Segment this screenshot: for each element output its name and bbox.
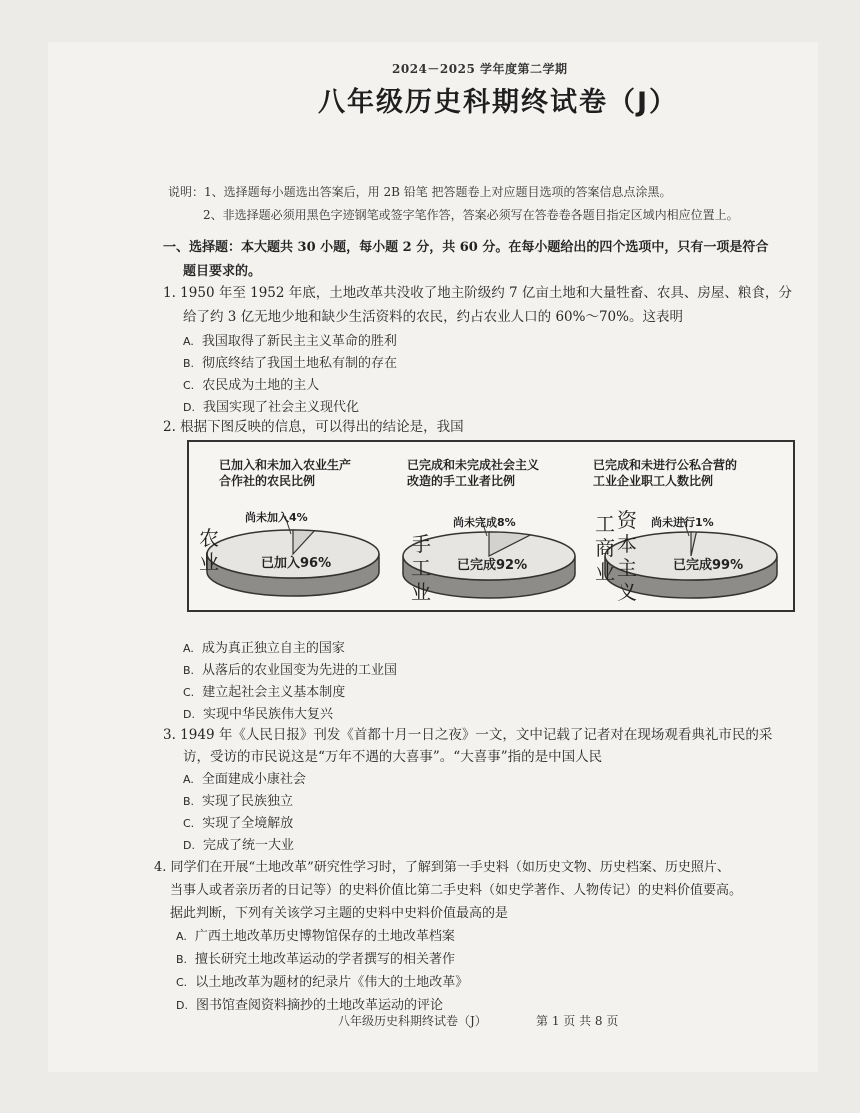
q1-option-d[interactable] [183, 396, 359, 415]
option-text: 彻底终结了我国土地私有制的存在 [202, 356, 398, 371]
panel-3-major-label: 已完成99% [673, 558, 744, 573]
panel-1-title-2: 合作社的农民比例 [219, 474, 316, 488]
q2-stem: 2. 根据下图反映的信息，可以得出的结论是，我国 [163, 419, 464, 435]
footer-page-number: 第 1 页 共 8 页 [536, 1014, 619, 1028]
q3-stem-line-2: 访，受访的市民说这是“万年不遇的大喜事”。“大喜事”指的是中国人民 [183, 749, 603, 765]
option-text: 以土地改革为题材的纪录片《伟大的土地改革》 [195, 975, 469, 990]
category-capitalism [617, 508, 637, 604]
term-label: 2024－2025 学年度第二学期 [392, 62, 568, 76]
q4-option-a[interactable] [176, 925, 455, 944]
category-char: 手 [411, 532, 431, 556]
option-letter: C. [183, 686, 195, 699]
option-letter: C. [183, 817, 195, 830]
category-char: 业 [199, 550, 219, 574]
option-text: 广西土地改革历史博物馆保存的土地改革档案 [194, 929, 455, 944]
section-heading-cont: 题目要求的。 [183, 264, 262, 279]
option-text: 全面建成小康社会 [201, 772, 306, 787]
q1-stem-line-1: 1. 1950 年至 1952 年底，土地改革共没收了地主阶级约 7 亿亩土地和大量牲畜、农具、房屋、粮食，分 [163, 285, 792, 301]
option-letter: B. [176, 953, 188, 966]
option-text: 成为真正独立自主的国家 [201, 641, 345, 656]
q2-option-a[interactable] [183, 637, 345, 656]
panel-3-title-2: 工业企业职工人数比例 [593, 474, 714, 488]
option-letter: D. [183, 708, 195, 721]
footer-title: 八年级历史科期终试卷（J） [338, 1014, 487, 1028]
q3-option-b[interactable] [183, 790, 293, 809]
panel-2-title-1: 已完成和未完成社会主义 [407, 458, 540, 472]
panel-2-major-label: 已完成92% [457, 558, 528, 573]
option-letter: C. [176, 976, 188, 989]
option-text: 建立起社会主义基本制度 [202, 685, 346, 700]
option-letter: A. [183, 642, 194, 655]
q2-option-c[interactable] [183, 681, 345, 700]
category-char: 主 [617, 556, 637, 580]
category-char: 商 [595, 536, 615, 560]
category-char: 资 [617, 508, 637, 532]
option-text: 我国取得了新民主主义革命的胜利 [201, 334, 397, 349]
option-letter: D. [183, 839, 195, 852]
category-handicraft [411, 532, 431, 604]
option-letter: A. [176, 930, 187, 943]
panel-1-major-label: 已加入96% [261, 556, 332, 571]
q4-option-c[interactable] [176, 971, 468, 990]
option-letter: A. [183, 335, 194, 348]
q1-option-a[interactable] [183, 330, 397, 349]
q4-stem-line-1: 4. 同学们在开展“土地改革”研究性学习时，了解到第一手史料（如历史文物、历史档案、历史照片、 [154, 860, 730, 875]
option-letter: D. [176, 999, 188, 1012]
q4-stem-line-2: 当事人或者亲历者的日记等）的史料价值比第二手史料（如史学著作、人物传记）的史料价值要高。 [170, 883, 743, 898]
q2-option-d[interactable] [183, 703, 333, 722]
category-industry-commerce [595, 512, 615, 584]
panel-2-title-2: 改造的手工业者比例 [407, 474, 516, 488]
q1-option-b[interactable] [183, 352, 397, 371]
q4-option-d[interactable] [176, 994, 443, 1013]
option-text: 擅长研究土地改革运动的学者撰写的相关著作 [195, 952, 456, 967]
category-agriculture [199, 526, 219, 574]
category-char: 农 [199, 526, 219, 550]
option-letter: A. [183, 773, 194, 786]
q1-stem-line-2: 给了约 3 亿无地少地和缺少生活资料的农民，约占农业人口的 60%～70%。这表明 [183, 309, 683, 325]
category-char: 工 [411, 556, 431, 580]
q1-option-c[interactable] [183, 374, 319, 393]
q4-option-b[interactable] [176, 948, 455, 967]
q4-stem-line-3: 据此判断，下列有关该学习主题的史料中史料价值最高的是 [170, 906, 509, 921]
option-text: 图书馆查阅资料摘抄的土地改革运动的评论 [195, 998, 443, 1013]
option-letter: B. [183, 795, 195, 808]
category-char: 工 [595, 512, 615, 536]
category-char: 本 [617, 532, 637, 556]
q2-option-b[interactable] [183, 659, 397, 678]
option-letter: C. [183, 379, 195, 392]
category-char: 义 [617, 580, 637, 604]
instruction-line-2: 2、非选择题必须用黑色字迹钢笔或签字笔作答，答案必须写在答卷卷各题目指定区域内相应位置上。 [203, 208, 739, 222]
option-letter: D. [183, 401, 195, 414]
instruction-line-1: 说明：1、选择题每小题选出答案后，用 2B 铅笔 把答题卷上对应题目选项的答案信息点涂黑。 [168, 185, 672, 199]
panel-1-minor-label: 尚未加入4% [245, 511, 308, 524]
option-letter: B. [183, 664, 195, 677]
q3-option-c[interactable] [183, 812, 293, 831]
pie-chart-figure [187, 440, 795, 612]
q3-option-d[interactable] [183, 834, 294, 853]
option-text: 完成了统一大业 [202, 838, 294, 853]
option-text: 从落后的农业国变为先进的工业国 [202, 663, 398, 678]
category-char: 业 [411, 580, 431, 604]
option-text: 实现了全境解放 [202, 816, 294, 831]
category-char: 业 [595, 560, 615, 584]
option-text: 我国实现了社会主义现代化 [202, 400, 359, 415]
section-heading: 一、选择题：本大题共 30 小题，每小题 2 分，共 60 分。在每小题给出的四个选项中，只有一项是符合 [163, 240, 769, 255]
panel-3-title-1: 已完成和未进行公私合营的 [593, 458, 738, 472]
panel-3-minor-label: 尚未进行1% [651, 516, 714, 529]
panel-2-minor-label: 尚未完成8% [453, 516, 516, 529]
option-text: 实现了民族独立 [202, 794, 294, 809]
option-text: 农民成为土地的主人 [202, 378, 320, 393]
option-letter: B. [183, 357, 195, 370]
page-title: 八年级历史科期终试卷（J） [318, 87, 679, 118]
option-text: 实现中华民族伟大复兴 [202, 707, 333, 722]
q3-stem-line-1: 3. 1949 年《人民日报》刊发《首都十月一日之夜》一文，文中记载了记者对在现场观看典礼市民的采 [163, 727, 773, 743]
q3-option-a[interactable] [183, 768, 306, 787]
panel-1-title-1: 已加入和未加入农业生产 [219, 458, 352, 472]
